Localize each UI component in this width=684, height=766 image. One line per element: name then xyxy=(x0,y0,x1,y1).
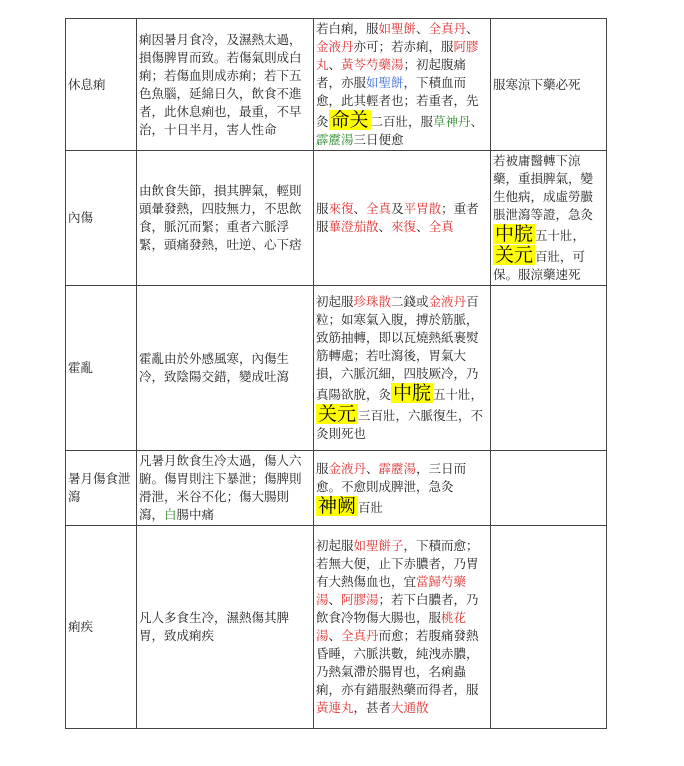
medicine-name: 桃花湯 xyxy=(316,610,467,643)
treat-text: 、 xyxy=(470,114,484,129)
disease-name: 內傷 xyxy=(66,151,137,286)
treat-text: 二錢或 xyxy=(391,294,429,309)
treat-text: 初起服 xyxy=(316,538,354,553)
medicine-name: 阿膠湯 xyxy=(341,592,379,607)
medicine-name: 來復 xyxy=(391,219,417,234)
treat-text: 、 xyxy=(466,21,479,36)
medicine-name: 蓽澄茄散 xyxy=(328,219,379,234)
treat-text: 而愈；若腹痛發熱昏睡，六脈洪數，純洩赤膿，乃熱氣滯於腸胃也，名痢蟲痢，亦有錯服熱藥而得者，服 xyxy=(316,628,479,697)
treat-text: ，下積而愈；若無大便，止下赤膿者，乃胃有大熱傷血也，宜 xyxy=(316,538,479,589)
extra-text: 若被庸醫轉下涼藥，重損脾氣，變生他病，成虛勞臌脹泄瀉等證，急灸 xyxy=(493,153,594,222)
extra-note xyxy=(491,451,607,526)
treat-text: 服 xyxy=(316,201,329,216)
treatment-cell xyxy=(314,151,491,286)
medicine-name: 全真丹 xyxy=(428,21,467,36)
medicine-name: 來復 xyxy=(328,201,354,216)
cause-text: 凡暑月飲食生冷太過，傷人六腑。傷胃則注下暴泄；傷脾則滑泄，米谷不化；傷大腸則瀉， xyxy=(139,453,302,522)
medicine-name: 如聖餅 xyxy=(378,21,417,36)
disease-name: 暑月傷食泄瀉 xyxy=(66,451,137,526)
medicine-name: 阿膠丸 xyxy=(316,39,479,72)
treat-text: 、 xyxy=(416,21,429,36)
treatment-cell xyxy=(314,19,491,151)
treat-text: 、 xyxy=(328,592,342,607)
medicine-name: 草神丹 xyxy=(433,114,471,129)
treatment-cell xyxy=(314,451,491,526)
treatment-cell xyxy=(314,526,491,729)
medicine-name: 如聖餅 xyxy=(366,75,404,90)
disease-cause: 由飲食失節，損其脾氣，輕則頭暈發熱，四肢無力，不思飲食，脈沉而緊；重者六脈浮緊，頭痛發熱，吐逆、心下痞 xyxy=(137,151,314,286)
extra-note xyxy=(491,151,607,286)
treat-text: 五十壯， xyxy=(433,387,484,402)
medicine-name: 當歸芍藥湯 xyxy=(316,574,467,607)
disease-cause xyxy=(137,451,314,526)
treat-text: 、 xyxy=(353,201,367,216)
treat-text: 、 xyxy=(328,57,342,72)
treat-text: 三百壯，六脈復生，不灸則死也 xyxy=(316,408,484,441)
treat-text: 百粒；如寒氣入腹，搏於筋脈，致筋抽轉，即以瓦燒熱紙裹熨筋轉處；若吐瀉後，胃氣大損，六脈沉細，四肢厥冷，乃真陽欲脫，灸 xyxy=(316,294,479,402)
medicine-name: 金液丹 xyxy=(328,460,367,476)
extra-note: 服寒涼下藥必死 xyxy=(491,19,607,151)
acupoint-highlight: 关元 xyxy=(495,244,534,266)
treat-text: 、 xyxy=(328,628,342,643)
disease-treatment-table xyxy=(65,18,607,729)
treat-text: 若白痢，服 xyxy=(316,21,379,36)
treat-text: 服 xyxy=(316,460,329,476)
table-row xyxy=(66,19,607,151)
treat-text: ，下積血而愈，此其輕者也；若重者，先灸 xyxy=(316,75,479,129)
treat-text: ，甚者 xyxy=(353,700,392,715)
treat-text: 二百壯，服 xyxy=(370,114,434,129)
acupoint-highlight: 神阙 xyxy=(318,494,357,517)
treat-text: 、 xyxy=(378,219,392,234)
treat-text: 三日便愈 xyxy=(353,132,404,147)
disease-name: 休息痢 xyxy=(66,19,137,151)
treat-text: 及 xyxy=(391,201,404,216)
extra-note xyxy=(491,286,607,451)
extra-text: 百壯，可保。服涼藥速死 xyxy=(493,249,586,282)
treatment-cell xyxy=(314,286,491,451)
medicine-name: 金液丹 xyxy=(428,294,467,309)
disease-cause: 凡人多食生冷，濕熱傷其脾胃，致成痢疾 xyxy=(137,526,314,729)
cause-text: 腸中痛 xyxy=(176,507,215,522)
medicine-name: 珍珠散 xyxy=(353,294,392,309)
acupoint-highlight: 关元 xyxy=(318,403,357,425)
acupoint-highlight: 命关 xyxy=(330,109,369,131)
medicine-name: 大通散 xyxy=(391,700,429,715)
acupoint-highlight: 中脘 xyxy=(495,223,534,245)
extra-text: 五十壯， xyxy=(535,228,586,243)
disease-cause: 痢因暑月食冷，及濕熱太過，損傷脾胃而致。若傷氣則成白痢；若傷血則成赤痢；若下五色魚腦，延綿日久，飲食不進者，此休息痢也，最重，不早治，十日半月，害人性命 xyxy=(137,19,314,151)
treat-text: ；若下白膿者，乃飲食冷物傷大腸也，服 xyxy=(316,592,479,625)
medicine-name: 全真 xyxy=(366,201,392,216)
table-row xyxy=(66,151,607,286)
table-row xyxy=(66,526,607,729)
medicine-name: 金液丹 xyxy=(316,39,354,54)
treat-text: 、 xyxy=(366,460,379,476)
extra-note xyxy=(491,526,607,729)
medicine-name: 如聖餅子 xyxy=(353,538,404,553)
acupoint-highlight: 中脘 xyxy=(393,382,432,404)
treat-text: 初起服 xyxy=(316,294,354,309)
treat-text: 百壯 xyxy=(358,499,384,515)
disease-name: 痢疾 xyxy=(66,526,137,729)
medicine-name: 霹靂湯 xyxy=(316,132,354,147)
disease-cause: 霍亂由於外感風寒，內傷生冷，致陰陽交錯，變成吐瀉 xyxy=(137,286,314,451)
medicine-name: 全真 xyxy=(428,219,454,234)
treat-text: ；重者服 xyxy=(316,201,479,234)
medicine-name: 全真丹 xyxy=(341,628,379,643)
treat-text: ；初起腹痛者，亦服 xyxy=(316,57,467,90)
medicine-name: 平胃散 xyxy=(403,201,442,216)
disease-name: 霍亂 xyxy=(66,286,137,451)
cause-highlight: 白 xyxy=(164,507,177,522)
treat-text: 、 xyxy=(416,219,429,234)
table-row xyxy=(66,451,607,526)
table-row xyxy=(66,286,607,451)
treat-text: 亦可；若赤痢，服 xyxy=(353,39,454,54)
treat-text: ，三日而愈。不愈則成脾泄，急灸 xyxy=(316,460,467,494)
medicine-name: 黃連丸 xyxy=(316,700,354,715)
medicine-name: 黃芩芍藥湯 xyxy=(341,57,404,72)
medicine-name: 霹靂湯 xyxy=(378,460,417,476)
